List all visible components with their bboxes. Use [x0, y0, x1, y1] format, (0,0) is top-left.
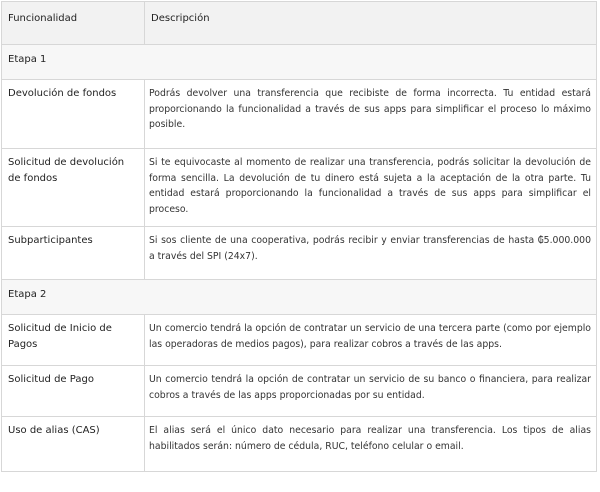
- table-row: [2, 366, 597, 417]
- stage-row-2: [2, 280, 597, 315]
- description-cell: [145, 315, 597, 366]
- functionality-description: Un comercio tendrá la opción de contratar un servicio de su banco o financiera, para realizar cobros a través de las apps proporcionadas por su entidad.: [149, 374, 591, 401]
- functionality-description: Si te equivocaste al momento de realizar una transferencia, podrás solicitar la devolución de forma sencilla. La devolución de tu dinero está sujeta a la aceptación de la otra parte. Tu entidad estará proporcionando la funcionalidad a través de sus apps para simplificar el proceso.: [149, 157, 591, 215]
- header-cell-funcionalidad: [2, 2, 145, 45]
- table-row: [2, 417, 597, 472]
- functionality-description: El alias será el único dato necesario para realizar una transferencia. Los tipos de alias habilitados serán: número de cédula, RUC, teléfono celular o email.: [149, 425, 591, 452]
- description-cell: [145, 80, 597, 149]
- table-row: [2, 315, 597, 366]
- description-cell: [145, 149, 597, 227]
- table-row: [2, 80, 597, 149]
- functionality-name: Solicitud de devolución de fondos: [8, 157, 125, 184]
- stage-label-2: Etapa 2: [8, 289, 47, 300]
- functionality-cell: [2, 227, 145, 280]
- functionality-table: [1, 1, 597, 472]
- functionality-description: Si sos cliente de una cooperativa, podrás recibir y enviar transferencias de hasta ₲5.000.000 a través del SPI (24x7).: [149, 235, 591, 262]
- description-cell: [145, 227, 597, 280]
- header-funcionalidad: Funcionalidad: [8, 13, 78, 24]
- functionality-cell: [2, 315, 145, 366]
- description-cell: [145, 366, 597, 417]
- functionality-cell: [2, 80, 145, 149]
- stage-row-1: [2, 45, 597, 80]
- functionality-name: Solicitud de Pago: [8, 374, 94, 385]
- functionality-cell: [2, 417, 145, 472]
- stage-label-1: Etapa 1: [8, 54, 47, 65]
- functionality-name: Devolución de fondos: [8, 88, 117, 99]
- functionality-description: Un comercio tendrá la opción de contratar un servicio de una tercera parte (como por ejemplo las operadoras de medios pagos), para realizar cobros a través de las apps.: [149, 323, 591, 350]
- header-row: [2, 2, 597, 45]
- functionality-name: Solicitud de Inicio de Pagos: [8, 323, 112, 350]
- description-cell: [145, 417, 597, 472]
- table-row: [2, 227, 597, 280]
- stage-cell-1: [2, 45, 597, 80]
- header-descripcion: Descripción: [151, 13, 210, 24]
- header-cell-descripcion: [145, 2, 597, 45]
- functionality-cell: [2, 366, 145, 417]
- functionality-description: Podrás devolver una transferencia que recibiste de forma incorrecta. Tu entidad estará proporcionando la funcionalidad a través de sus apps para simplificar el proceso lo máximo posible.: [149, 88, 591, 130]
- stage-cell-2: [2, 280, 597, 315]
- functionality-name: Uso de alias (CAS): [8, 425, 100, 436]
- table-row: [2, 149, 597, 227]
- functionality-name: Subparticipantes: [8, 235, 93, 246]
- functionality-cell: [2, 149, 145, 227]
